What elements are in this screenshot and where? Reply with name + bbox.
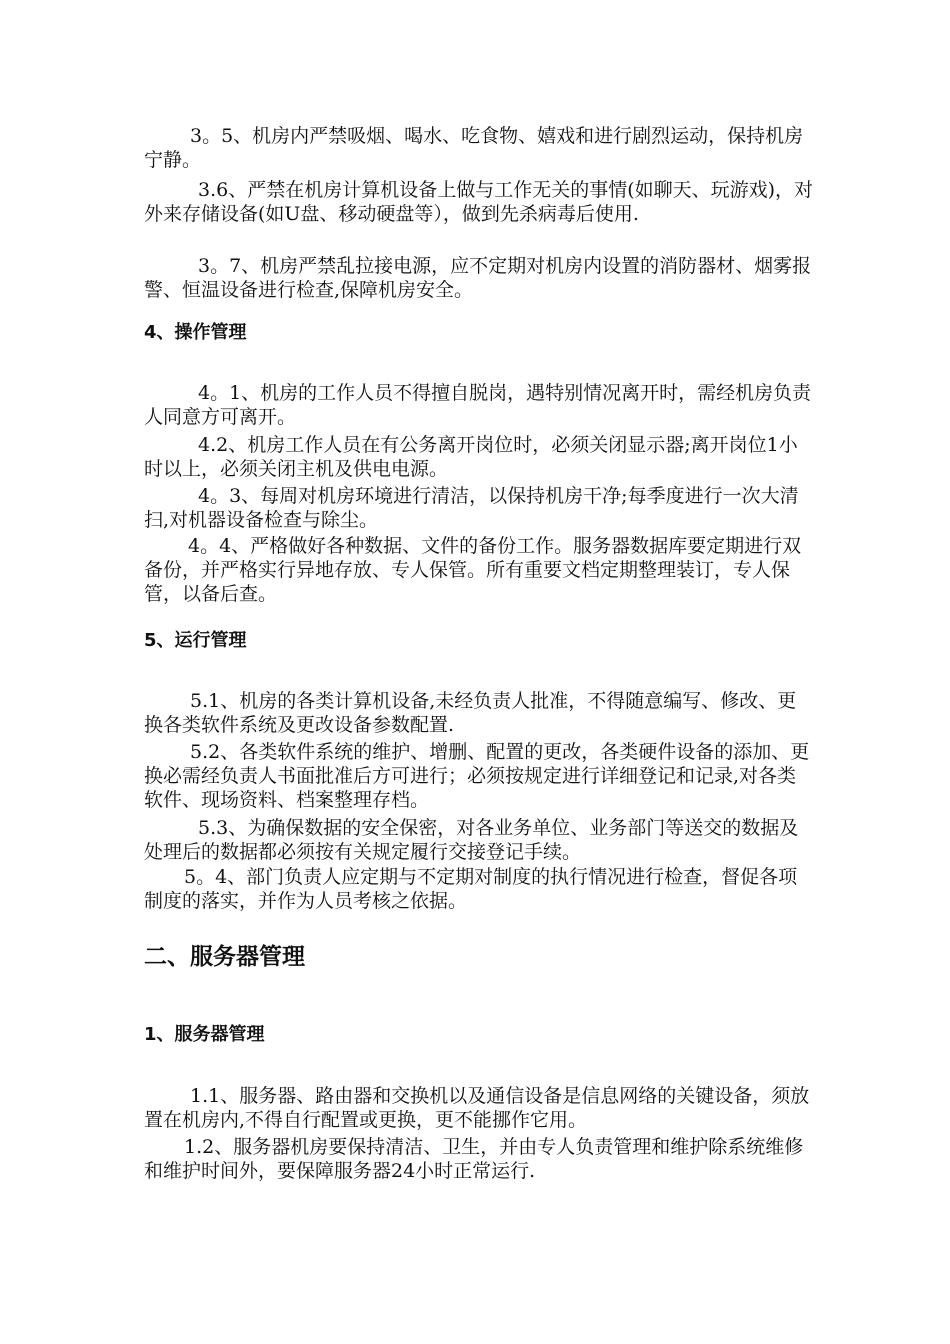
paragraph-1-2: 1.2、服务器机房要保持清洁、卫生，并由专人负责管理和维护除系统维修和维护时间外，要保障服务器24小时正常运行. xyxy=(144,1136,804,1182)
paragraph-3-7: 3。7、机房严禁乱拉接电源，应不定期对机房内设置的消防器材、烟雾报警、恒温设备进行检查,保障机房安全。 xyxy=(144,255,812,301)
paragraph-4-1: 4。1、机房的工作人员不得擅自脱岗，遇特别情况离开时，需经机房负责人同意方可离开。 xyxy=(144,382,812,428)
paragraph-4-4: 4。4、严格做好各种数据、文件的备份工作。服务器数据库要定期进行双备份，并严格实行异地存放、专人保管。所有重要文档定期整理装订，专人保管，以备后查。 xyxy=(144,535,802,605)
paragraph-5-4: 5。4、部门负责人应定期与不定期对制度的执行情况进行检查，督促各项制度的落实，并作为人员考核之依据。 xyxy=(144,866,798,912)
subsection-heading-1: 1、服务器管理 xyxy=(144,1024,265,1045)
chapter-heading-server-management: 二、服务器管理 xyxy=(144,944,305,970)
paragraph-4-3: 4。3、每周对机房环境进行清洁，以保持机房干净;每季度进行一次大清扫,对机器设备检查与除尘。 xyxy=(144,485,799,531)
paragraph-3-6: 3.6、严禁在机房计算机设备上做与工作无关的事情(如聊天、玩游戏)，对外来存储设备(如U盘、移动硬盘等），做到先杀病毒后使用. xyxy=(144,179,814,225)
section-heading-4: 4、操作管理 xyxy=(144,322,247,343)
paragraph-4-2: 4.2、机房工作人员在有公务离开岗位时，必须关闭显示器;离开岗位1小时以上，必须关闭主机及供电电源。 xyxy=(144,434,798,480)
paragraph-5-1: 5.1、机房的各类计算机设备,未经负责人批准，不得随意编写、修改、更换各类软件系统及更改设备参数配置. xyxy=(144,690,797,736)
paragraph-3-5: 3。5、机房内严禁吸烟、喝水、吃食物、嬉戏和进行剧烈运动，保持机房宁静。 xyxy=(144,125,804,171)
paragraph-1-1: 1.1、服务器、路由器和交换机以及通信设备是信息网络的关键设备，须放置在机房内,不得自行配置或更换，更不能挪作它用。 xyxy=(144,1085,810,1131)
paragraph-5-2: 5.2、各类软件系统的维护、增删、配置的更改，各类硬件设备的添加、更换必需经负责人书面批准后方可进行；必须按规定进行详细登记和记录,对各类软件、现场资料、档案整理存档。 xyxy=(144,741,810,811)
paragraph-5-3: 5.3、为确保数据的安全保密，对各业务单位、业务部门等送交的数据及处理后的数据都必须按有关规定履行交接登记手续。 xyxy=(144,817,799,863)
section-heading-5: 5、运行管理 xyxy=(144,630,247,651)
